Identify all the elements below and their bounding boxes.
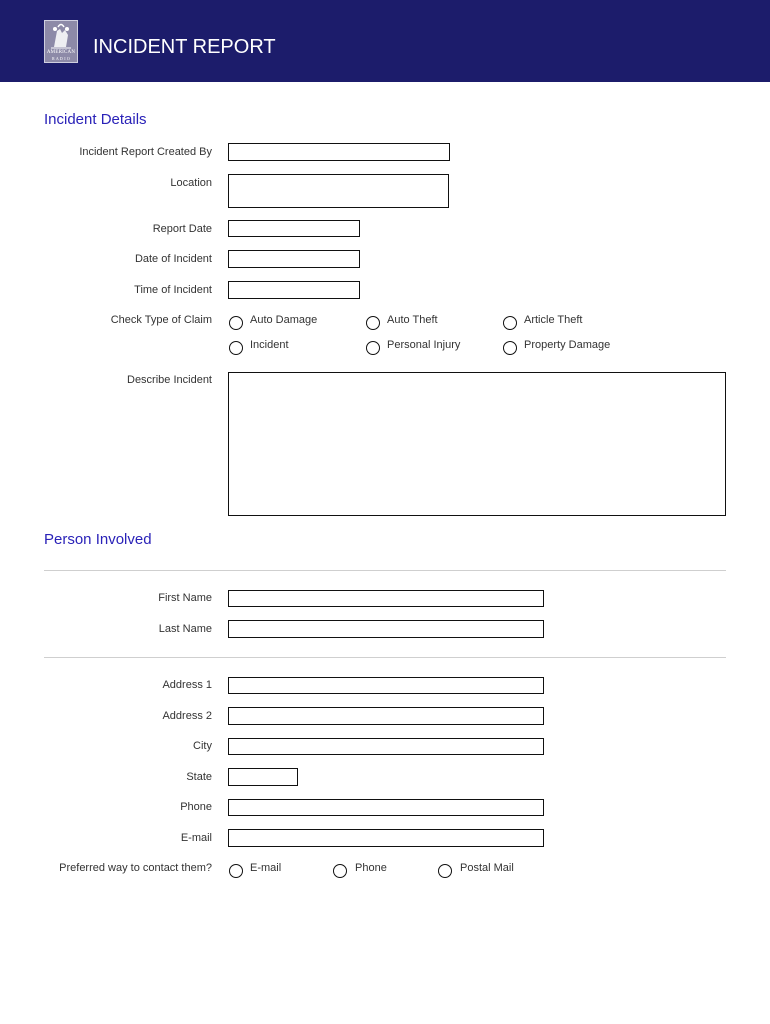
option-personal-injury: Personal Injury <box>387 339 461 351</box>
torch-emblem-icon <box>45 21 77 51</box>
option-incident: Incident <box>250 339 289 351</box>
radio-article-theft[interactable] <box>503 316 517 330</box>
header-bar <box>0 0 770 82</box>
location-label: Location <box>170 177 212 189</box>
city-field[interactable] <box>228 738 544 755</box>
radio-contact-phone[interactable] <box>333 864 347 878</box>
divider <box>44 570 726 571</box>
radio-auto-damage[interactable] <box>229 316 243 330</box>
last-name-field[interactable] <box>228 620 544 638</box>
address1-label: Address 1 <box>162 679 212 691</box>
report-date-field[interactable] <box>228 220 360 237</box>
contact-pref-label: Preferred way to contact them? <box>59 862 212 874</box>
last-name-label: Last Name <box>158 623 212 635</box>
first-name-label: First Name <box>158 592 212 604</box>
phone-field[interactable] <box>228 799 544 816</box>
address2-field[interactable] <box>228 707 544 725</box>
option-contact-phone: Phone <box>355 862 387 874</box>
email-label: E-mail <box>180 832 212 844</box>
state-field[interactable] <box>228 768 298 786</box>
created-by-field[interactable] <box>228 143 450 161</box>
logo-wordmark: AMERICAN <box>46 50 76 55</box>
option-property-damage: Property Damage <box>524 339 611 351</box>
american-radio-logo <box>44 20 78 63</box>
time-of-incident-field[interactable] <box>228 281 360 299</box>
page-title: INCIDENT REPORT <box>93 36 276 58</box>
created-by-label: Incident Report Created By <box>79 146 212 158</box>
divider <box>44 657 726 658</box>
location-field[interactable] <box>228 174 449 208</box>
radio-property-damage[interactable] <box>503 341 517 355</box>
city-label: City <box>193 740 212 752</box>
date-of-incident-field[interactable] <box>228 250 360 268</box>
claim-type-label: Check Type of Claim <box>110 314 212 326</box>
option-auto-damage: Auto Damage <box>250 314 318 326</box>
section-heading-person-involved: Person Involved <box>44 531 152 548</box>
phone-label: Phone <box>180 801 212 813</box>
address1-field[interactable] <box>228 677 544 694</box>
report-date-label: Report Date <box>152 223 212 235</box>
state-label: State <box>186 771 212 783</box>
option-contact-postal-mail: Postal Mail <box>460 862 514 874</box>
option-auto-theft: Auto Theft <box>387 314 438 326</box>
email-field[interactable] <box>228 829 544 847</box>
describe-incident-textarea[interactable] <box>228 372 726 516</box>
radio-incident[interactable] <box>229 341 243 355</box>
radio-personal-injury[interactable] <box>366 341 380 355</box>
option-contact-email: E-mail <box>250 862 282 874</box>
time-of-incident-label: Time of Incident <box>134 284 212 296</box>
date-of-incident-label: Date of Incident <box>134 253 212 265</box>
radio-contact-postal-mail[interactable] <box>438 864 452 878</box>
describe-incident-label: Describe Incident <box>127 374 212 386</box>
first-name-field[interactable] <box>228 590 544 607</box>
address2-label: Address 2 <box>162 710 212 722</box>
option-article-theft: Article Theft <box>524 314 583 326</box>
section-heading-incident-details: Incident Details <box>44 111 147 128</box>
logo-subtext: R A D I O <box>51 56 71 61</box>
radio-auto-theft[interactable] <box>366 316 380 330</box>
radio-contact-email[interactable] <box>229 864 243 878</box>
